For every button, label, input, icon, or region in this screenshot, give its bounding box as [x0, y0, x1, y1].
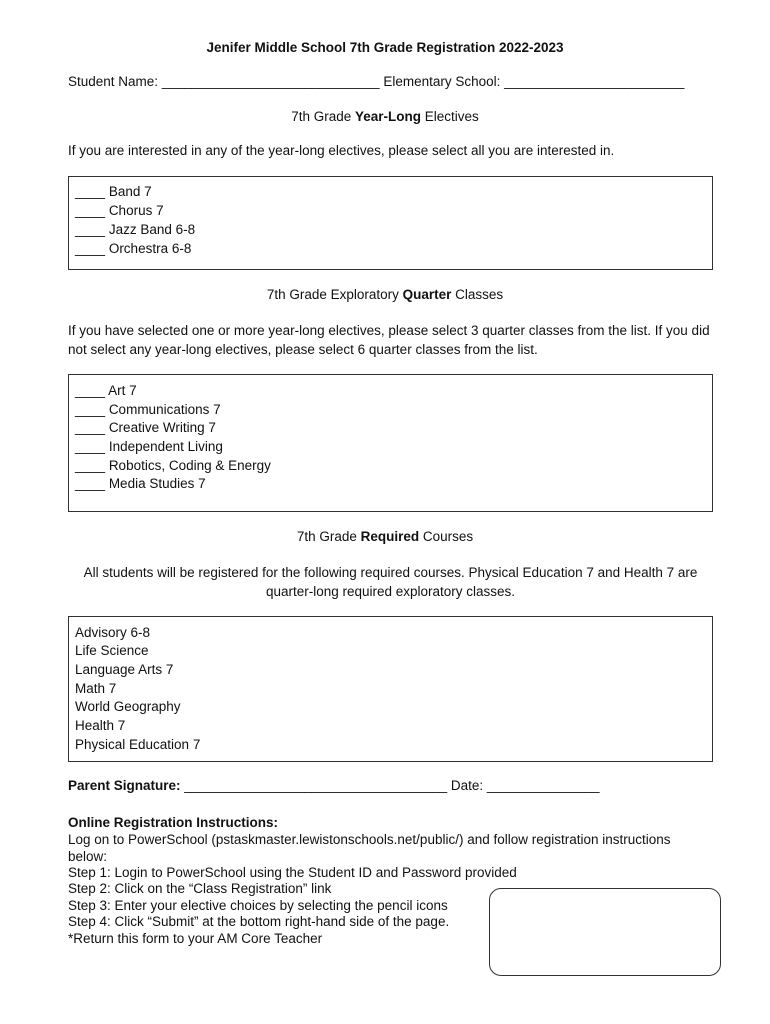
date-label: Date:: [450, 778, 484, 793]
student-info-line: [68, 74, 684, 89]
heading-text: Electives: [421, 109, 479, 124]
instruction-step: Step 3: Enter your elective choices by selecting the pencil icons: [68, 898, 448, 913]
selection-blank[interactable]: ____: [75, 420, 106, 435]
quarter-label: Creative Writing 7: [108, 420, 216, 435]
required-course: World Geography: [75, 699, 181, 714]
quarter-instructions: If you have selected one or more year-long electives, please select 3 quarter classes from the list. If you did not select any year-long electives, please select 6 quarter classes from the list.: [68, 323, 710, 357]
required-course: Physical Education 7: [75, 737, 201, 752]
quarter-label: Independent Living: [108, 439, 223, 454]
online-instructions-intro: Log on to PowerSchool (pstaskmaster.lewistonschools.net/public/) and follow registration instructions below:: [68, 832, 671, 864]
quarter-label: Communications 7: [108, 402, 221, 417]
selection-blank[interactable]: ____: [75, 222, 106, 237]
selection-blank[interactable]: ____: [75, 184, 106, 199]
signature-line: [68, 778, 600, 793]
selection-blank[interactable]: ____: [75, 203, 106, 218]
quarter-option[interactable]: [75, 383, 137, 398]
selection-blank[interactable]: ____: [75, 476, 106, 491]
elementary-school-label: Elementary School:: [383, 74, 501, 89]
elective-label: Band 7: [108, 184, 152, 199]
required-course: Life Science: [75, 643, 149, 658]
elective-label: Chorus 7: [108, 203, 164, 218]
elective-option[interactable]: [75, 184, 152, 199]
heading-text: 7th Grade: [296, 529, 361, 544]
date-field[interactable]: _______________: [486, 778, 600, 793]
elective-label: Jazz Band 6-8: [108, 222, 196, 237]
elective-label: Orchestra 6-8: [108, 241, 192, 256]
page-title: Jenifer Middle School 7th Grade Registration 2022-2023: [206, 40, 564, 55]
required-heading: [0, 529, 770, 544]
student-name-field[interactable]: _____________________________: [161, 74, 380, 89]
student-name-label: Student Name:: [68, 74, 159, 89]
selection-blank[interactable]: ____: [75, 241, 106, 256]
quarter-option[interactable]: [75, 439, 223, 454]
quarter-option[interactable]: [75, 420, 216, 435]
instruction-step: Step 1: Login to PowerSchool using the Student ID and Password provided: [68, 865, 517, 880]
elective-option[interactable]: [75, 222, 195, 237]
year-long-heading: [0, 109, 770, 124]
elective-option[interactable]: [75, 241, 191, 256]
instruction-step: Step 4: Click “Submit” at the bottom right-hand side of the page.: [68, 914, 450, 929]
elective-option[interactable]: [75, 203, 164, 218]
quarter-label: Art 7: [108, 383, 137, 398]
quarter-heading: [0, 287, 770, 302]
year-long-electives-box: [68, 176, 713, 270]
quarter-classes-box: [68, 374, 713, 512]
selection-blank[interactable]: ____: [75, 439, 106, 454]
required-course: Math 7: [75, 681, 117, 696]
heading-bold-text: Year-Long: [355, 109, 422, 124]
quarter-option[interactable]: [75, 402, 221, 417]
quarter-option[interactable]: [75, 476, 206, 491]
selection-blank[interactable]: ____: [75, 383, 106, 398]
office-use-box: [489, 888, 721, 976]
heading-text: 7th Grade Exploratory: [266, 287, 403, 302]
required-course: Health 7: [75, 718, 126, 733]
required-course: Advisory 6-8: [75, 625, 151, 640]
heading-text: Courses: [419, 529, 474, 544]
heading-bold-text: Quarter: [402, 287, 452, 302]
instruction-step: Step 2: Click on the “Class Registration” link: [68, 881, 332, 896]
year-long-instructions: If you are interested in any of the year-long electives, please select all you are interested in.: [68, 143, 615, 158]
required-instructions: All students will be registered for the following required courses. Physical Education 7 and Health 7 are quarter-long required exploratory classes.: [83, 565, 698, 599]
heading-bold-text: Required: [360, 529, 420, 544]
quarter-label: Media Studies 7: [108, 476, 206, 491]
required-courses-box: [68, 616, 713, 762]
selection-blank[interactable]: ____: [75, 458, 106, 473]
selection-blank[interactable]: ____: [75, 402, 106, 417]
return-form-note: *Return this form to your AM Core Teacher: [68, 931, 323, 946]
parent-signature-field[interactable]: ___________________________________: [184, 778, 448, 793]
heading-text: 7th Grade: [291, 109, 355, 124]
elementary-school-field[interactable]: ________________________: [504, 74, 685, 89]
parent-signature-label: Parent Signature:: [68, 778, 181, 793]
required-course: Language Arts 7: [75, 662, 174, 677]
quarter-option[interactable]: [75, 458, 271, 473]
quarter-label: Robotics, Coding & Energy: [108, 458, 271, 473]
heading-text: Classes: [451, 287, 504, 302]
online-instructions-heading: Online Registration Instructions:: [68, 815, 279, 830]
